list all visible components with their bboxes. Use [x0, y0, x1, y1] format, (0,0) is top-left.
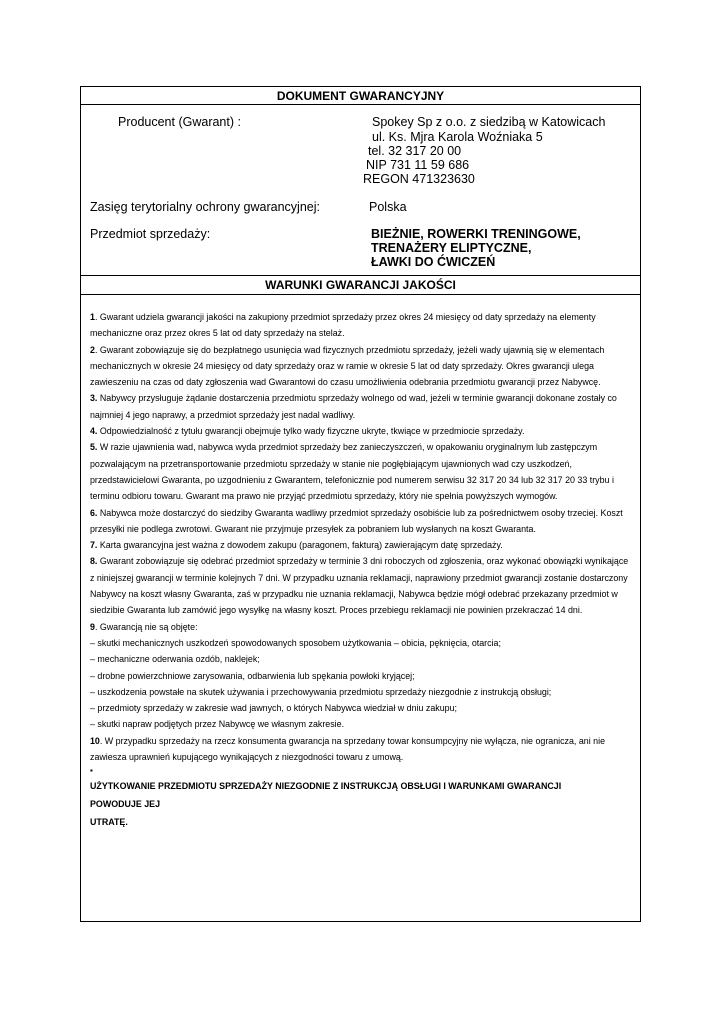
- producer-name: Spokey Sp z o.o. z siedzibą w Katowicach: [372, 115, 606, 129]
- subject-line-2: TRENAŻERY ELIPTYCZNE,: [371, 241, 532, 255]
- exclusion-2: – mechaniczne oderwania ozdób, naklejek;: [90, 654, 260, 665]
- warranty-document: [80, 86, 641, 922]
- exclusion-5: – przedmioty sprzedaży w zakresie wad jawnych, o których Nabywca wiedział w dniu zakupu;: [90, 703, 457, 714]
- subject-label: Przedmiot sprzedaży:: [90, 227, 211, 241]
- title-divider: [81, 104, 640, 105]
- territory-value: Polska: [369, 200, 407, 214]
- final-warning-line-3: UTRATĘ.: [90, 817, 128, 828]
- condition-2: 2. Gwarant zobowiązuje się do bezpłatnego usunięcia wad fizycznych przedmiotu sprzedaży, jeżeli wady ujawnią się w elementach mechanicznych w okresie 24 miesięcy od daty sprzedaży oraz w ramie w okresie 5 lat od daty sprzedaży. Okres gwarancji ulega zawieszeniu na czas od daty zgłoszenia wad Gwarantowi do czasu umożliwienia odebrania przedmiotu gwarancji przez Nabywcę.: [90, 344, 605, 388]
- subject-line-3: ŁAWKI DO ĆWICZEŃ: [371, 255, 496, 269]
- condition-4: 4. Odpowiedzialność z tytułu gwarancji obejmuje tylko wady fizyczne ukryte, tkwiące w przedmiocie sprzedaży.: [90, 426, 525, 437]
- conditions-divider-top: [81, 275, 640, 276]
- condition-10: 10. W przypadku sprzedaży na rzecz konsumenta gwarancja na sprzedany towar konsumpcyjny nie wyłącza, nie ogranicza, ani nie zawiesza uprawnień kupującego wynikających z niezgodności towaru z umową.: [90, 735, 606, 763]
- condition-6: 6. Nabywca może dostarczyć do siedziby Gwaranta wadliwy przedmiot sprzedaży osobiście lub za pośrednictwem osoby trzeciej. Koszt przesyłki nie podlega zwrotowi. Gwarant nie przyjmuje przesyłek za pobraniem lub wysłanych na koszt Gwaranta.: [90, 507, 623, 534]
- producer-regon: REGON 471323630: [363, 172, 475, 186]
- producer-label: Producent (Gwarant) :: [118, 115, 241, 129]
- condition-9: 9. Gwarancją nie są objęte:: [90, 621, 198, 632]
- condition-3: 3. Nabywcy przysługuje żądanie dostarczenia przedmiotu sprzedaży wolnego od wad, jeżeli w terminie gwarancji dokonane zostały co najmniej 4 jego naprawy, a przedmiot sprzedaży jest nadal wadliwy.: [90, 393, 617, 420]
- condition-1: 1. Gwarant udziela gwarancji jakości na zakupiony przedmiot sprzedaży przez okres 24 miesięcy od daty sprzedaży na elementy mechaniczne oraz przez okres 5 lat od daty sprzedaży na stelaż.: [90, 312, 596, 339]
- conditions-divider-bottom: [81, 294, 640, 295]
- producer-nip: NIP 731 11 59 686: [366, 158, 470, 172]
- final-warning-line-2: POWODUJE JEJ: [90, 799, 161, 810]
- condition-5: 5. W razie ujawnienia wad, nabywca wyda przedmiot sprzedaży bez zanieczyszczeń, w opakowaniu oryginalnym lub zastępczym pozwalającym na przetransportowanie przedmiotu sprzedaży w stanie nie pogłębiającym ujawnionych wad czy uszkodzeń, przedstawicielowi Gwaranta, po uzgodnieniu z Gwarantem, telefonicznie pod numerem serwisu 32 317 20 34 lub 32 317 20 33 trybu i terminu odbioru towaru. Gwarant ma prawo nie przyjąć przedmiotu sprzedaży, który nie spełnia powyższych wymogów.: [90, 442, 614, 502]
- exclusion-3: – drobne powierzchniowe zarysowania, odbarwienia lub spękania powłoki kryjącej;: [90, 670, 415, 681]
- conditions-body: [90, 309, 635, 831]
- final-warning-line-1: UŻYTKOWANIE PRZEDMIOTU SPRZEDAŻY NIEZGODNIE Z INSTRUKCJĄ OBSŁUGI I WARUNKAMI GWARANCJI: [90, 781, 562, 792]
- condition-8: 8. Gwarant zobowiązuje się odebrać przedmiot sprzedaży w terminie 3 dni roboczych od zgłoszenia, oraz wykonać obowiązki wynikające z niniejszej gwarancji w terminie kolejnych 7 dni. W przypadku uznania reklamacji, naprawiony przedmiot gwarancji zostanie dostarczony Nabywcy na koszt własny Gwaranta, zaś w przypadku nie uznania reklamacji, Nabywca będzie mógł odebrać przekazany przedmiot w siedzibie Gwaranta lub zamówić jego wysyłkę na własny koszt. Proces przebiegu reklamacji nie powinien przekraczać 14 dni.: [90, 556, 629, 616]
- producer-phone: tel. 32 317 20 00: [368, 144, 462, 158]
- exclusion-6: – skutki napraw podjętych przez Nabywcę we własnym zakresie.: [90, 719, 345, 730]
- producer-street: ul. Ks. Mjra Karola Woźniaka 5: [372, 130, 543, 144]
- document-title: DOKUMENT GWARANCYJNY: [276, 89, 445, 103]
- exclusion-4: – uszkodzenia powstałe na skutek używania i przechowywania przedmiotu sprzedaży niezgodnie z instrukcją obsługi;: [90, 686, 552, 697]
- exclusion-1: – skutki mechanicznych uszkodzeń spowodowanych sposobem użytkowania – obicia, pęknięcia, otarcia;: [90, 637, 501, 648]
- conditions-title: WARUNKI GWARANCJI JAKOŚCI: [265, 278, 456, 292]
- territory-label: Zasięg terytorialny ochrony gwarancyjnej:: [90, 200, 320, 214]
- bullet-icon: ▪: [90, 766, 93, 776]
- condition-7: 7. Karta gwarancyjna jest ważna z dowodem zakupu (paragonem, fakturą) zawierającym datę sprzedaży.: [90, 540, 503, 551]
- subject-line-1: BIEŻNIE, ROWERKI TRENINGOWE,: [371, 227, 581, 241]
